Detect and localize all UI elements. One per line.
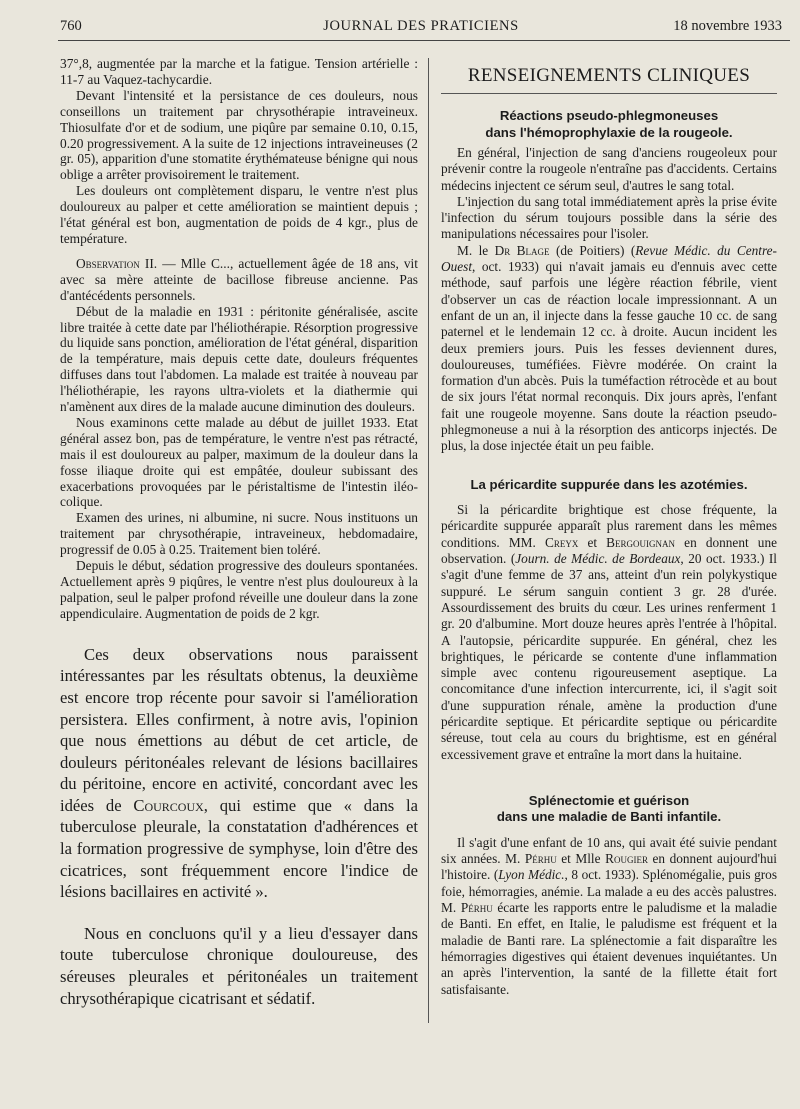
text-run: en donnent une observation. (	[441, 534, 777, 567]
source-citation: Journ. de Médic. de Bordeaux	[515, 551, 681, 567]
author-name: Bergouignan	[606, 534, 676, 550]
text-run: Il s'agit d'une enfant de 10 ans, qui avait été suivie pendant six années. M.	[441, 834, 777, 867]
author-name: Creyx	[544, 534, 579, 550]
article-title-line: dans une maladie de Banti infantile.	[496, 809, 722, 825]
conclusion-paragraph: Nous en concluons qu'il y a lieu d'essayer dans toute tuberculose chronique douloureuse, des séreuses pleurales et péritonéales un traitement chrysothérapique cicatrisant et sédatif.	[60, 923, 418, 1008]
paragraph	[441, 502, 777, 763]
right-column	[441, 56, 777, 998]
observation-paragraph	[60, 256, 418, 304]
text-run: et	[578, 534, 607, 550]
section-title: RENSEIGNEMENTS CLINIQUES	[441, 65, 777, 94]
author-name: Dr Blage	[494, 242, 550, 258]
author-name: Rougier	[605, 851, 648, 867]
text-run: en donnent aujourd'hui l'histoire. (	[441, 851, 777, 883]
paragraph: Depuis le début, sédation progressive des douleurs spontanées. Actuellement après 9 piqûres, le ventre n'est plus douloureux à la palpation, seul le palper profond réveille une douleur dans la zone appendiculaire. Augmentation de poids de 2 kgr.	[60, 558, 418, 621]
text-run: , qui estime que « dans la tuberculose pleurale, la constatation d'adhérences et la formation progressive de symphyse, loin d'être des cicatrices, sont fréquemment encore l'indice de lésions bacillaires en activité ».	[60, 795, 418, 902]
paragraph: Devant l'intensité et la persistance de ces douleurs, nous conseillons un traitement par chrysothérapie intraveineux. Thiosulfate d'or et de sodium, une piqûre par semaine 0.10, 0.15, 0.20 progressivement. A la suite de 12 injections intraveineuses (2 gr. 05), apparition d'une stomatite érythémateuse bénigne qui nous oblige a arrêter provisoirement le traitement.	[60, 87, 418, 183]
page-header	[60, 18, 782, 40]
article-title: La péricardite suppurée dans les azotémies.	[470, 476, 748, 492]
paragraph	[441, 243, 777, 455]
paragraph	[441, 835, 777, 998]
text-run: écarte les rapports entre le paludisme et la maladie de Banti. En effet, en Italie, le paludisme est fréquent et la maladie de Banti rare. La splénectomie a fait disparaître les hémorragies digestives qui étaient devenues inquiétantes. Un an après l'intervention, la santé de la fillette était fort satisfaisante.	[441, 900, 777, 997]
column-divider	[428, 58, 429, 1023]
paragraph: Début de la maladie en 1931 : péritonite généralisée, ascite libre traitée à cette date par l'héliothérapie. Résorption progressive du liquide sans ponction, amélioration de l'état général, disparition de la température, mais depuis cette date, douleurs fréquentes diffuses dans tout l'abdomen. La malade est traitée à nouveau par l'héliothérapie, les rayons ultra-violets et la diathermie qui n'amènent aux dires de la malade aucune diminution des douleurs.	[60, 303, 418, 415]
author-name: Pérhu	[460, 900, 493, 916]
text-run: Ces deux observations nous paraissent intéressantes par les résultats obtenus, la deuxième est encore trop récente pour savoir si l'amélioration persistera. Elles confirment, à notre avis, l'opinion que nous émettions au début de cet article, de douleurs péritonéales relevant de lésions bacillaires du péritoine, encore en activité, concordant avec les idées de	[60, 644, 418, 815]
text-run: (de Poitiers) (	[549, 242, 636, 258]
left-column	[60, 56, 418, 1009]
text-run: , 8 oct. 1933). Splénomégalie, puis gros foie, hémorragies, anémie. La malade a eu des accès palustres. M.	[441, 867, 777, 916]
article-title-line: Réactions pseudo-phlegmoneuses	[499, 108, 719, 123]
text-run: M. le	[457, 242, 495, 258]
author-name: Courcoux	[133, 795, 204, 815]
text-run: et Mlle	[556, 851, 606, 867]
article-title	[441, 793, 777, 826]
issue-date: 18 novembre 1933	[673, 18, 782, 34]
source-citation: Revue Médic. du Centre-Ouest	[441, 242, 777, 275]
header-rule	[58, 40, 790, 41]
journal-title: JOURNAL DES PRATICIENS	[323, 18, 519, 34]
author-name: Pérhu	[524, 851, 557, 867]
article-title	[441, 108, 777, 141]
paragraph: Nous examinons cette malade au début de juillet 1933. Etat général assez bon, pas de température, le ventre n'est pas rétracté, mais il est douloureux au palper, maximum de la douleur dans la fosse iliaque droite qui est empâtée, douleur subissant des exacerbations provoquées par le péristaltisme de l'intestin iléo-colique.	[60, 414, 418, 510]
text-run: , oct. 1933) qui n'avait jamais eu d'ennuis avec cette méthode, sauf parfois une légère réaction fébrile, vient d'observer un cas de réaction locale impressionnant. A un enfant de un an, il injecte dans la fesse gauche 10 cc. de sang paternel et le lendemain 12 cc. à droite. Aucun incident les deux premiers jours. Puis les fesses deviennent dures, douloureuses, tuméfiées. Fièvre modérée. On craint la formation d'un abcès. Puis la tuméfaction rétrocède et au bout de six jours l'état normal reconquis. Dix jours après, l'enfant fait une rougeole moyenne. Sans doute la réaction pseudo-phlegmoneuse a nui à la résorption des anticorps injectés. De plus, la dose injectée était un peu faible.	[441, 259, 777, 454]
paragraph: Les douleurs ont complètement disparu, le ventre n'est plus douloureux au palper et cette amélioration se maintient depuis ; l'état général est bon, augmentation de poids de 4 kgr., plus de température.	[60, 183, 418, 246]
text-run: Si la péricardite brightique est chose fréquente, la péricardite suppurée apparaît plus rarement dans les mêmes conditions. MM.	[441, 502, 777, 550]
conclusion-paragraph	[60, 644, 418, 903]
page-number: 760	[60, 18, 82, 34]
article-title-line: dans l'hémoprophylaxie de la rougeole.	[485, 124, 733, 140]
paragraph: En général, l'injection de sang d'anciens rougeoleux pour prévenir contre la rougeole n'entraîne pas d'accidents. Certains médecins injectent ce sérum seul, d'autres le sang total.	[441, 145, 777, 193]
article-title-line: Splénectomie et guérison	[528, 792, 690, 808]
paragraph: Examen des urines, ni albumine, ni sucre. Nous instituons un traitement par chrysothérapie, intraveineux, hebdomadaire, progressif de 0.05 à 0.25. Traitement bien toléré.	[60, 510, 418, 558]
text-run: , 20 oct. 1933.) Il s'agit d'une femme de 37 ans, atteint d'un rein polykystique suppuré. Le sérum sanguin contient 3 gr. 28 d'urée. Assourdissement des bruits du cœur. Les urines renferment 1 gr. 20 d'albumine. Mort douze heures après l'entrée à l'hôpital. A l'autopsie, péricardite suppurée. En général, chez les brightiques, le péricarde se contente d'une inflammation simple avec contenu rigoureusement aseptique. La concomitance d'une infection intercurrente, ici, il s'agit soit d'une suppuration rénale, amène la production d'une péricardite septique. Et péricardite septique ou péricardite séreuse, tout cela au cours du brightisme, est en général excessivement grave et entraîne la mort dans la huitaine.	[441, 551, 777, 762]
observation-text: II. — Mlle C..., actuellement âgée de 18 ans, vit avec sa mère atteinte de bacillose fibreuse ancienne. Pas d'antécédents personnels.	[60, 255, 418, 303]
observation-label: Observation	[76, 255, 140, 271]
paragraph: L'injection du sang total immédiatement après la prise évite l'infection du sérum toujours possible dans la série des manipulations nécessaires pour l'isoler.	[441, 193, 777, 242]
paragraph: 37°,8, augmentée par la marche et la fatigue. Tension artérielle : 11-7 au Vaquez-tachycardie.	[60, 56, 418, 87]
source-citation: Lyon Médic.	[498, 867, 565, 883]
